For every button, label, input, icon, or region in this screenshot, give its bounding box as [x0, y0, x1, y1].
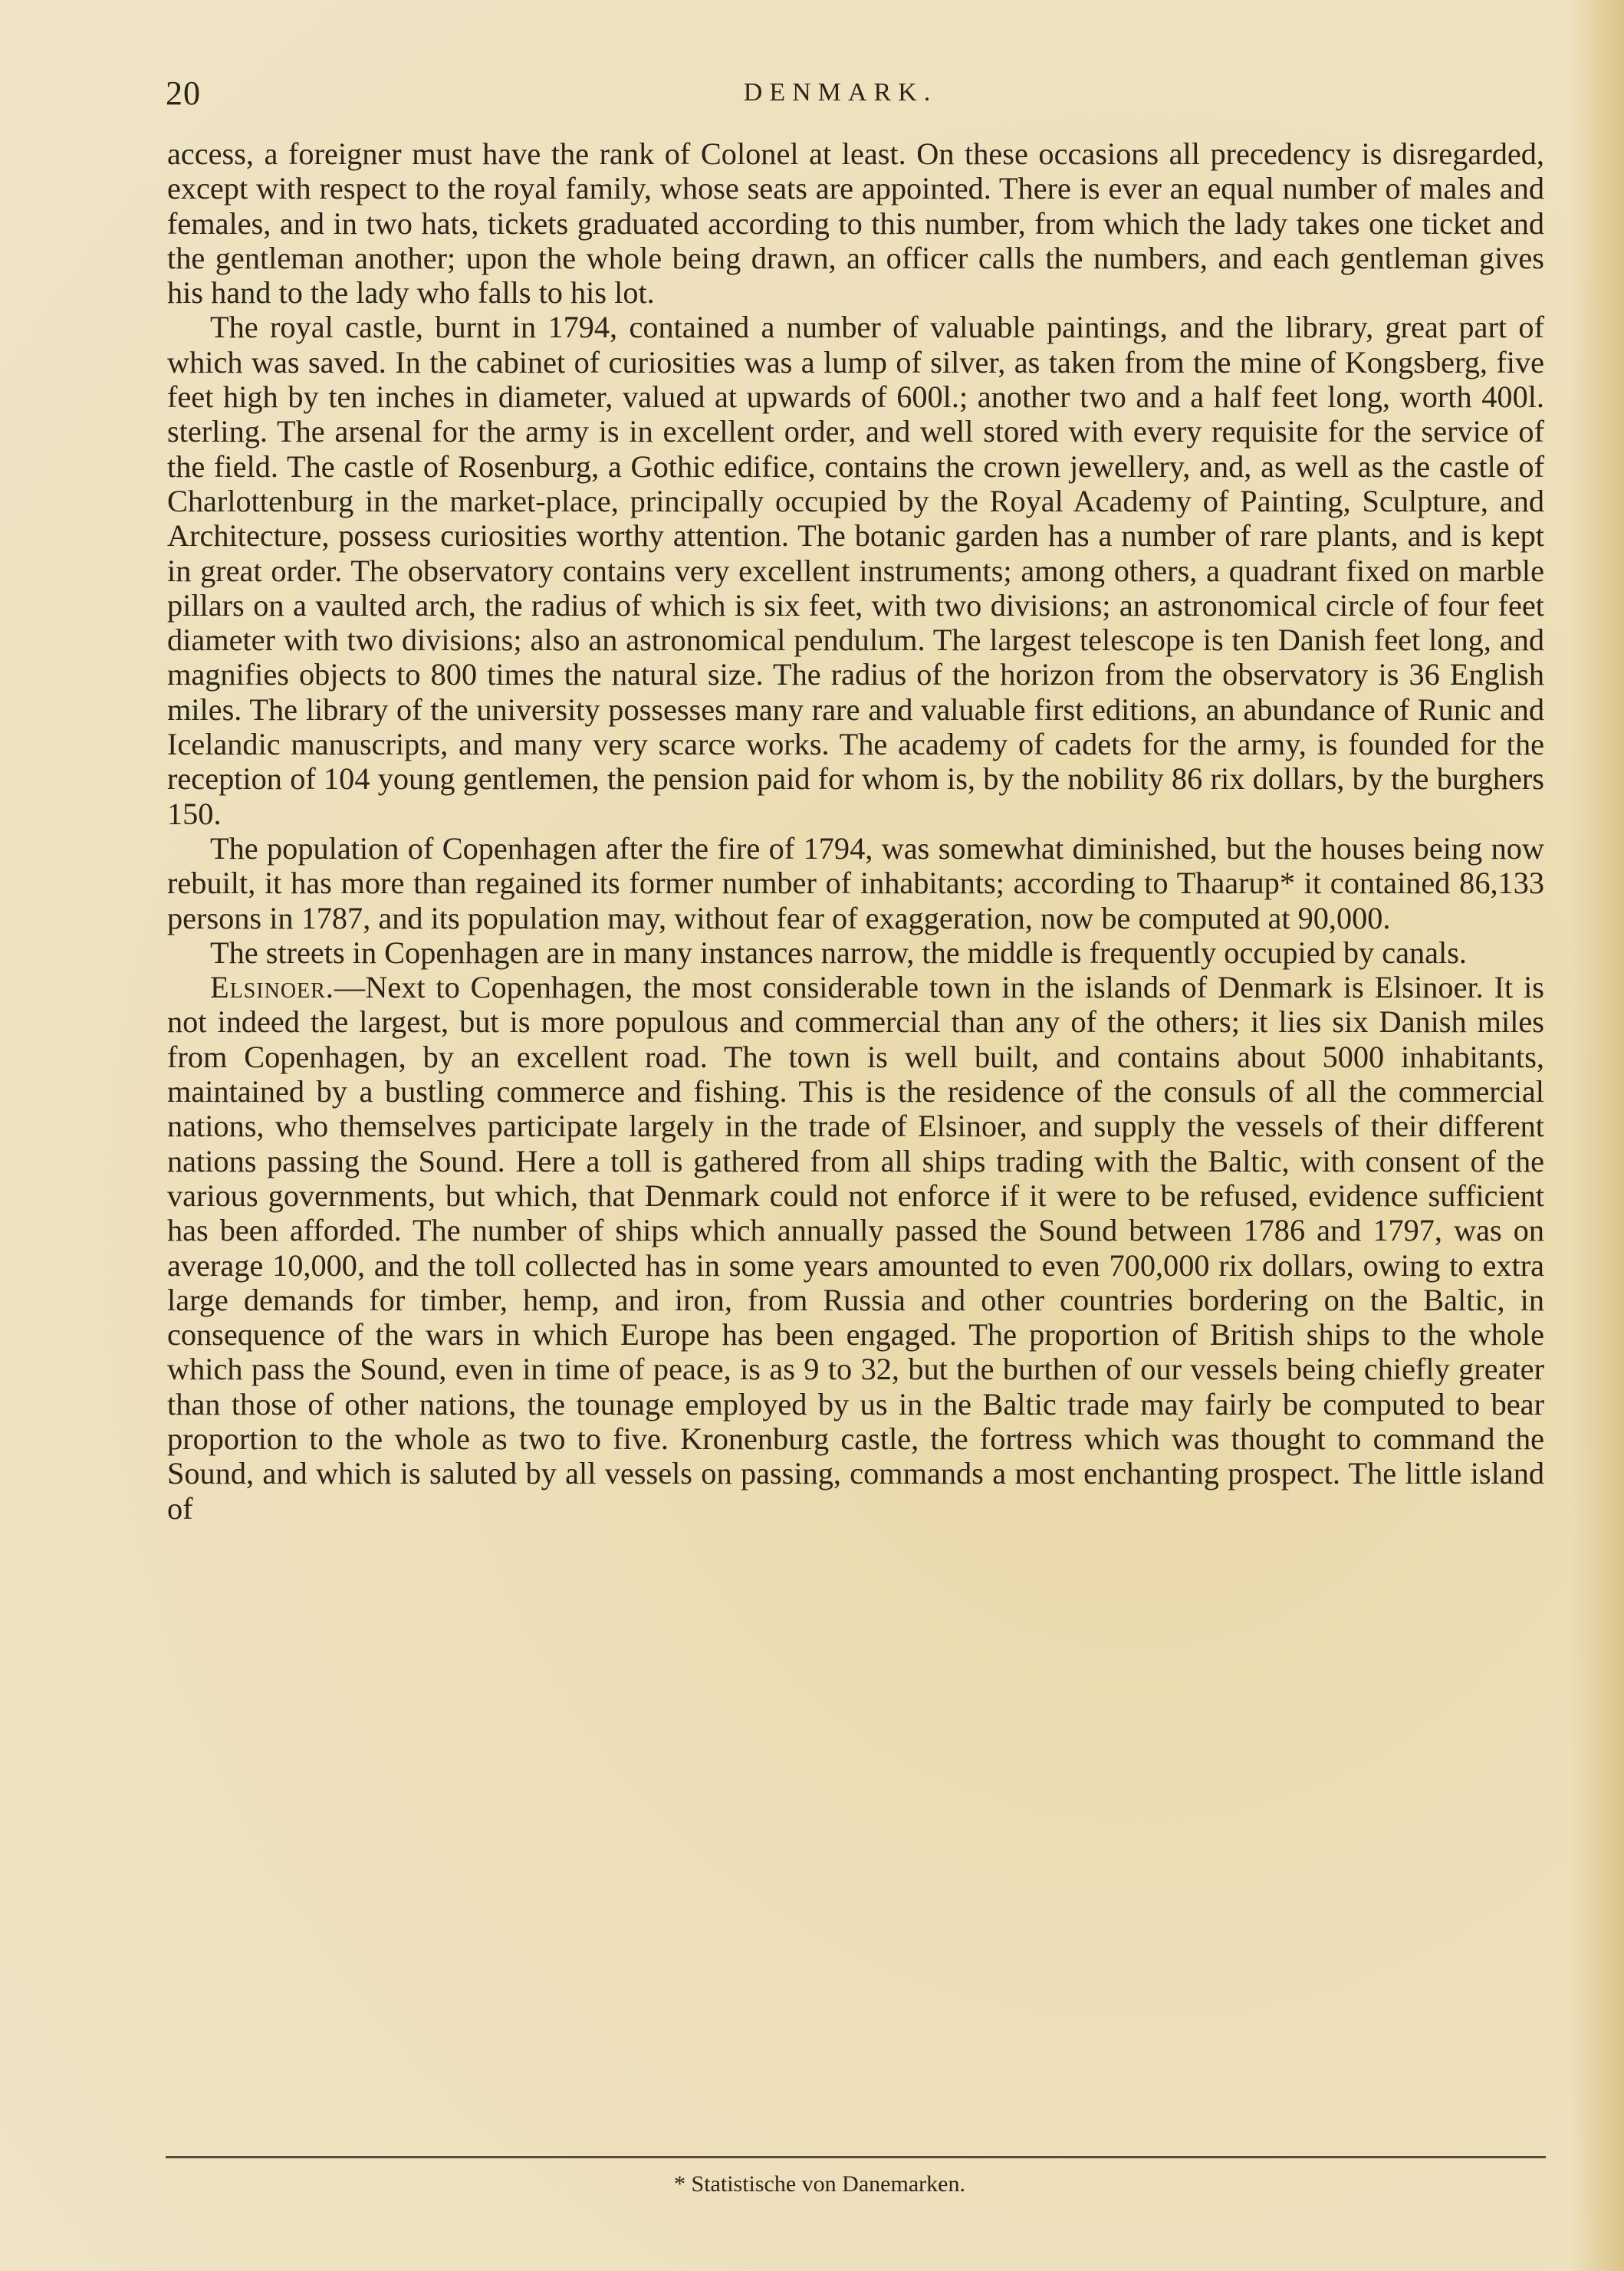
footnote-rule: [166, 2156, 1546, 2158]
paragraph-text: access, a foreigner must have the rank of Colonel at least. On these occasions all precedency is disregarded, except with respect to the royal family, whose seats are appointed. There is ever an equal number of males and females, and in two hats, tickets graduated according to this number, from which the lady takes one ticket and the gentleman another; upon the whole being drawn, an officer calls the numbers, and each gentleman gives his hand to the lady who falls to his lot.: [167, 136, 1544, 311]
paragraph: [167, 831, 1544, 935]
paragraph-text: The streets in Copenhagen are in many instances narrow, the middle is frequently occupied by canals.: [210, 935, 1467, 970]
paragraph: [167, 136, 1544, 310]
paragraph-text: —Next to Copenhagen, the most considerable town in the islands of Denmark is Elsinoer. It is not indeed the largest, but is more populous and commercial than any of the others; it lies six Danish miles from Copenhagen, by an excellent road. The town is well built, and contains about 5000 inhabitants, maintained by a bustling commerce and fishing. This is the residence of the consuls of all the commercial nations, who themselves participate largely in the trade of Elsinoer, and supply the vessels of their different nations passing the Sound. Here a toll is gathered from all ships trading with the Baltic, with consent of the various governments, but which, that Denmark could not enforce if it were to be refused, evidence sufficient has been afforded. The number of ships which annually passed the Sound between 1786 and 1797, was on average 10,000, and the toll collected has in some years amounted to even 700,000 rix dollars, owing to extra large demands for timber, hemp, and iron, from Russia and other countries bordering on the Baltic, in consequence of the wars in which Europe has been engaged. The proportion of British ships to the whole which pass the Sound, even in time of peace, is as 9 to 32, but the burthen of our vessels being chiefly greater than those of other nations, the tounage employed by us in the Baltic trade may fairly be computed to bear proportion to the whole as two to five. Kronenburg castle, the fortress which was thought to command the Sound, and which is saluted by all vessels on passing, commands a most enchanting prospect. The little island of: [167, 970, 1544, 1526]
section-lead-elsinoer: Elsinoer.: [210, 970, 334, 1005]
paragraph: [167, 310, 1544, 830]
paragraph: [167, 970, 1544, 1526]
paragraph: [167, 935, 1544, 970]
paragraph-text: The royal castle, burnt in 1794, contained a number of valuable paintings, and the library, great part of which was saved. In the cabinet of curiosities was a lump of silver, as taken from the mine of Kongsberg, five feet high by ten inches in diameter, valued at upwards of 600l.; another two and a half feet long, worth 400l. sterling. The arsenal for the army is in excellent order, and well stored with every requisite for the service of the field. The castle of Rosenburg, a Gothic edifice, contains the crown jewellery, and, as well as the castle of Charlottenburg in the market-place, principally occupied by the Royal Academy of Painting, Sculpture, and Architecture, possess curiosities worthy attention. The botanic garden has a number of rare plants, and is kept in great order. The observatory contains very excellent instruments; among others, a quadrant fixed on marble pillars on a vaulted arch, the radius of which is six feet, with two divisions; an astronomical circle of four feet diameter with two divisions; also an astronomical pendulum. The largest telescope is ten Danish feet long, and magnifies objects to 800 times the natural size. The radius of the horizon from the observatory is 36 English miles. The library of the university possesses many rare and valuable first editions, an abundance of Runic and Icelandic manuscripts, and many very scarce works. The academy of cadets for the army, is founded for the reception of 104 young gentlemen, the pension paid for whom is, by the nobility 86 rix dollars, by the burghers 150.: [167, 310, 1544, 831]
body-text: [167, 136, 1544, 1526]
running-head: DENMARK.: [743, 78, 938, 107]
page-header: [166, 74, 1546, 120]
paragraph-text: The population of Copenhagen after the fire of 1794, was somewhat diminished, but the houses being now rebuilt, it has more than regained its former number of inhabitants; according to Thaarup* it contained 86,133 persons in 1787, and its population may, without fear of exaggeration, now be computed at 90,000.: [167, 830, 1544, 935]
page-edge-shading: [1570, 0, 1624, 2271]
page-number: 20: [166, 74, 201, 112]
footnote: * Statistische von Danemarken.: [674, 2171, 965, 2197]
